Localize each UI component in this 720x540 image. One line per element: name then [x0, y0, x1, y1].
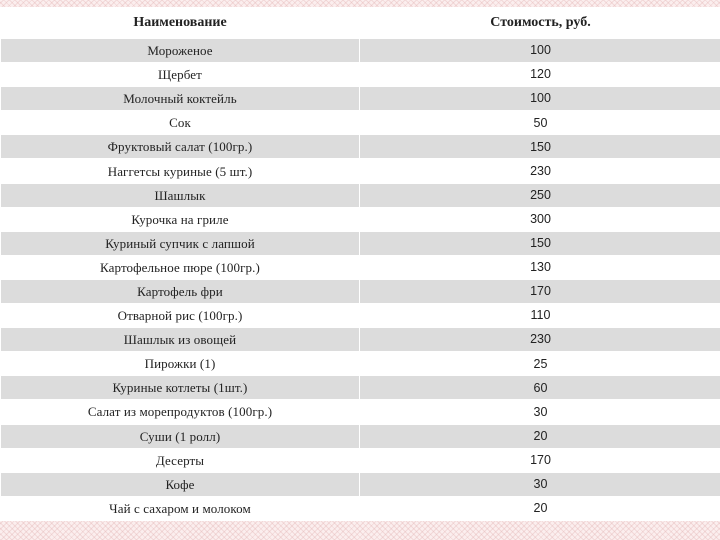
header-name: Наименование [1, 8, 360, 39]
table-row [1, 376, 720, 400]
item-price: 250 [360, 183, 720, 207]
table-row [1, 207, 720, 231]
item-name: Наггетсы куриные (5 шт.) [1, 159, 360, 183]
item-name: Фруктовый салат (100гр.) [1, 135, 360, 159]
item-name: Суши (1 ролл) [1, 424, 360, 448]
item-name: Куриные котлеты (1шт.) [1, 376, 360, 400]
table-row [1, 424, 720, 448]
item-name: Курочка на гриле [1, 207, 360, 231]
table-row [1, 159, 720, 183]
item-price: 25 [360, 352, 720, 376]
item-name: Чай с сахаром и молоком [1, 496, 360, 520]
item-price: 20 [360, 496, 720, 520]
item-price: 30 [360, 400, 720, 424]
item-name: Десерты [1, 448, 360, 472]
item-name: Мороженое [1, 39, 360, 63]
item-price: 230 [360, 159, 720, 183]
table-row [1, 255, 720, 279]
table-row [1, 448, 720, 472]
table-row [1, 496, 720, 520]
table-row [1, 183, 720, 207]
table-row [1, 352, 720, 376]
item-price: 30 [360, 472, 720, 496]
table-row [1, 63, 720, 87]
item-price: 120 [360, 63, 720, 87]
item-price: 170 [360, 448, 720, 472]
header-price: Стоимость, руб. [360, 8, 720, 39]
table-header-row [1, 8, 720, 39]
item-price: 150 [360, 231, 720, 255]
item-name: Щербет [1, 63, 360, 87]
item-price: 150 [360, 135, 720, 159]
table-row [1, 304, 720, 328]
table-row [1, 231, 720, 255]
item-name: Сок [1, 111, 360, 135]
price-list-sheet [0, 7, 719, 521]
item-price: 100 [360, 87, 720, 111]
item-name: Картофельное пюре (100гр.) [1, 255, 360, 279]
item-name: Молочный коктейль [1, 87, 360, 111]
table-row [1, 400, 720, 424]
item-price: 300 [360, 207, 720, 231]
item-price: 60 [360, 376, 720, 400]
item-name: Пирожки (1) [1, 352, 360, 376]
table-row [1, 39, 720, 63]
table-row [1, 111, 720, 135]
item-price: 130 [360, 255, 720, 279]
table-row [1, 279, 720, 303]
table-row [1, 328, 720, 352]
item-price: 100 [360, 39, 720, 63]
item-name: Кофе [1, 472, 360, 496]
item-price: 110 [360, 304, 720, 328]
item-name: Отварной рис (100гр.) [1, 304, 360, 328]
price-table [0, 7, 720, 521]
item-name: Куриный супчик с лапшой [1, 231, 360, 255]
item-price: 170 [360, 279, 720, 303]
table-row [1, 472, 720, 496]
table-body [1, 39, 720, 521]
item-price: 20 [360, 424, 720, 448]
item-name: Шашлык из овощей [1, 328, 360, 352]
item-name: Салат из морепродуктов (100гр.) [1, 400, 360, 424]
table-row [1, 87, 720, 111]
item-name: Картофель фри [1, 279, 360, 303]
item-price: 50 [360, 111, 720, 135]
item-price: 230 [360, 328, 720, 352]
table-row [1, 135, 720, 159]
item-name: Шашлык [1, 183, 360, 207]
